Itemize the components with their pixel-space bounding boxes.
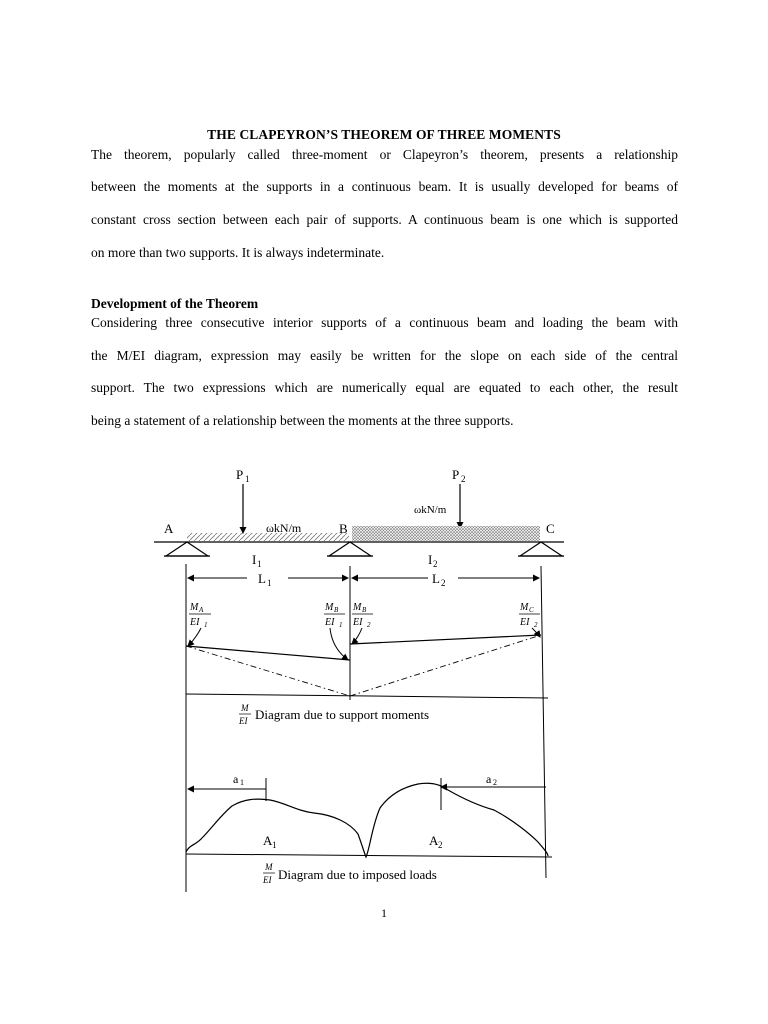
ma-over-ei1-label: [189, 602, 211, 629]
l1-subscript: 1: [267, 578, 272, 588]
svg-text:M: M: [353, 602, 362, 613]
svg-text:C: C: [529, 606, 534, 614]
svg-text:1: 1: [339, 621, 343, 629]
svg-text:EI: EI: [190, 617, 200, 628]
i1-label: I: [252, 552, 257, 567]
l2-subscript: 2: [441, 578, 446, 588]
svg-text:2: 2: [534, 621, 538, 629]
a1-subscript: 1: [240, 778, 244, 787]
svg-text:EI: EI: [353, 617, 363, 628]
udl-2-label: ωkN/m: [414, 504, 447, 516]
i2-subscript: 2: [433, 559, 438, 569]
intro-line: The theorem, popularly called three-moment or Clapeyron’s theorem, presents a relationship: [91, 147, 678, 162]
svg-text:Diagram due to imposed loads: Diagram due to imposed loads: [278, 867, 437, 882]
mc-over-ei2-label: [519, 602, 540, 629]
p2-label: P: [452, 467, 460, 482]
section-line: Considering three consecutive interior supports of a continuous beam and loading the beam with: [91, 315, 678, 330]
mb2-leader-arrow: [352, 628, 362, 644]
a2-subscript: 2: [493, 778, 497, 787]
i2-label: I: [428, 552, 433, 567]
a2-label: a: [486, 772, 492, 786]
imposed-load-caption: [262, 862, 437, 885]
p1-label: P: [236, 467, 244, 482]
area1-subscript: 1: [272, 840, 277, 850]
support-a-label: A: [164, 521, 174, 536]
section-line: the M/EI diagram, expression may easily be written for the slope on each side of the central: [91, 348, 678, 363]
i1-subscript: 1: [257, 559, 262, 569]
svg-text:B: B: [362, 606, 367, 614]
support-b-label: B: [339, 521, 348, 536]
intro-line: on more than two supports. It is always indeterminate.: [91, 245, 385, 260]
svg-text:M: M: [190, 602, 199, 613]
reference-line-c: [541, 566, 546, 878]
svg-text:M: M: [325, 602, 334, 613]
svg-text:M: M: [520, 602, 529, 613]
p2-subscript: 2: [461, 474, 466, 484]
support-moment-diagram: [186, 635, 548, 698]
ma-leader-arrow: [188, 628, 201, 646]
p1-subscript: 1: [245, 474, 250, 484]
support-b: [327, 542, 373, 556]
load-p2: [452, 467, 466, 528]
page-number: 1: [381, 906, 387, 920]
svg-text:M: M: [241, 703, 249, 713]
mb-over-ei1-label: [324, 602, 345, 629]
svg-text:EI: EI: [239, 716, 248, 726]
section-heading: Development of the Theorem: [91, 296, 259, 311]
document-title: THE CLAPEYRON’S THEOREM OF THREE MOMENTS: [207, 127, 561, 142]
l1-label: L: [258, 571, 266, 586]
load-p1: [236, 467, 250, 533]
udl-1-label: ωkN/m: [266, 521, 302, 535]
svg-text:EI: EI: [263, 875, 272, 885]
svg-text:Diagram due to support moments: Diagram due to support moments: [255, 707, 430, 722]
area1-label: A: [263, 833, 273, 848]
section-line: support. The two expressions which are numerically equal are equated to each other, the result: [91, 380, 678, 395]
section-line: being a statement of a relationship between the moments at the three supports.: [91, 413, 514, 428]
svg-text:EI: EI: [325, 617, 335, 628]
support-c-label: C: [546, 521, 555, 536]
imposed-load-diagram: [186, 772, 552, 857]
svg-text:M: M: [265, 862, 273, 872]
svg-text:A: A: [199, 606, 204, 614]
mb-over-ei2-label: [352, 602, 373, 629]
svg-text:EI: EI: [520, 617, 530, 628]
support-c: [518, 542, 564, 556]
support-moment-caption: [238, 703, 429, 726]
support-a: [164, 542, 210, 556]
dimension-l1: [188, 571, 348, 588]
l2-label: L: [432, 571, 440, 586]
svg-text:B: B: [334, 606, 339, 614]
svg-text:2: 2: [367, 621, 371, 629]
area2-subscript: 2: [438, 840, 443, 850]
udl-span-2: [352, 526, 540, 541]
moment-curve: [186, 783, 548, 857]
mb1-leader-arrow: [330, 628, 348, 660]
intro-line: constant cross section between each pair of supports. A continuous beam is one which is supported: [91, 212, 678, 227]
dimension-l2: [352, 571, 539, 588]
svg-text:1: 1: [204, 621, 208, 629]
intro-line: between the moments at the supports in a continuous beam. It is usually developed for beams of: [91, 179, 678, 194]
a1-label: a: [233, 772, 239, 786]
area2-label: A: [429, 833, 439, 848]
